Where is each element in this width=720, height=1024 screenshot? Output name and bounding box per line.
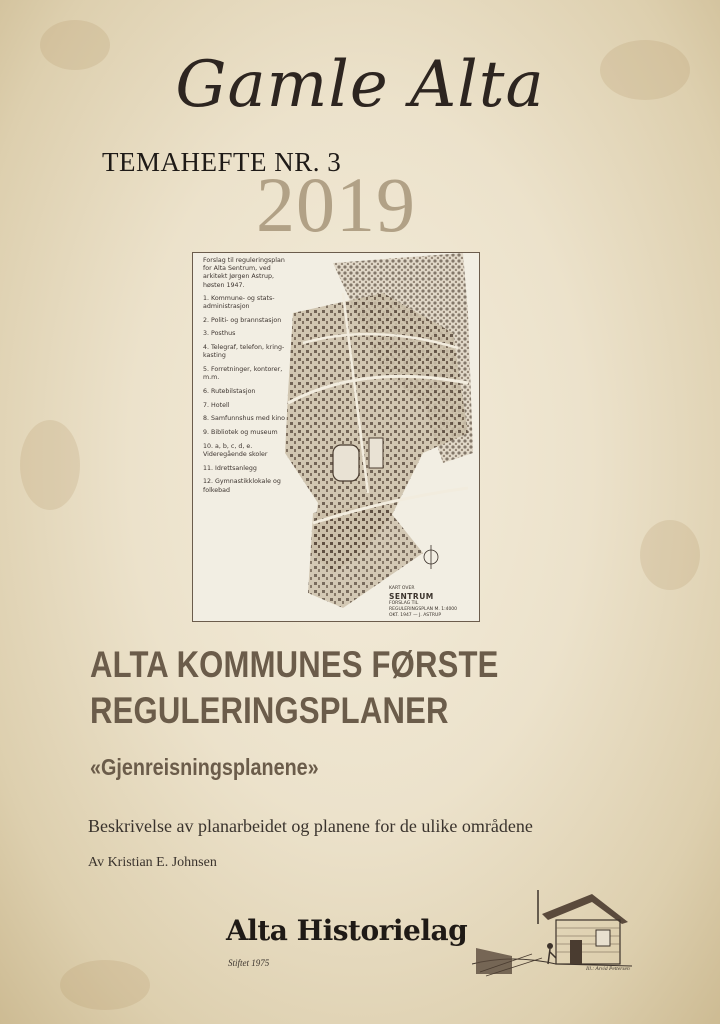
headline-line-2: REGULERINGSPLANER — [90, 690, 449, 731]
series-title: Gamle Alta — [175, 48, 545, 122]
author: Av Kristian E. Johnsen — [88, 855, 217, 870]
legend-item: 1. Kommune- og stats-administrasjon — [203, 294, 275, 311]
founded-year: Stiftet 1975 — [228, 958, 270, 968]
map-caption-name: SENTRUM — [389, 592, 434, 601]
legend-item: 11. Idrettsanlegg — [203, 464, 257, 472]
map-legend — [203, 257, 295, 500]
legend-item: 6. Rutebilstasjon — [203, 387, 256, 395]
map-caption-top: KART OVER — [389, 586, 415, 591]
map-caption-sign: OKT. 1947 — J. ASTRUP — [389, 613, 442, 618]
legend-item: 4. Telegraf, telefon, kring-kasting — [203, 344, 285, 360]
legend-item: 8. Samfunnshus med kino — [203, 415, 285, 423]
issue-number: TEMAHEFTE NR. 3 — [102, 147, 342, 177]
legend-item: 2. Politi- og brannstasjon — [203, 316, 282, 324]
legend-item: 12. Gymnastikklokale og folkebad — [203, 478, 281, 494]
map-caption — [389, 586, 463, 619]
legend-item: 10. a, b, c, d, e. Videregående skoler — [203, 442, 268, 458]
plan-map — [192, 252, 480, 622]
legend-intro: Forslag til reguleringsplan for Alta Sentrum, ved arkitekt Jørgen Astrup, høsten 1947. — [203, 257, 285, 289]
legend-item: 9. Bibliotek og museum — [203, 429, 278, 437]
description: Beskrivelse av planarbeidet og planene for de ulike områdene — [88, 816, 533, 836]
headline — [90, 642, 560, 734]
map-caption-detail: FORSLAG TIL REGULERINGSPLAN M. 1:4000 — [389, 601, 458, 612]
legend-item: 5. Forretninger, kontorer, m.m. — [203, 366, 283, 382]
subtitle: «Gjenreisningsplanene» — [90, 754, 319, 780]
organization-logo: Alta Historielag — [226, 914, 468, 947]
map-sports-ground — [333, 445, 359, 481]
illustrator-credit: Ill.: Arvid Pettersen — [586, 966, 630, 972]
paper-stain — [640, 520, 700, 590]
headline-line-1: ALTA KOMMUNES FØRSTE — [90, 644, 499, 685]
legend-item: 3. Posthus — [203, 330, 236, 338]
year: 2019 — [256, 161, 416, 248]
paper-stain — [20, 420, 80, 510]
paper-stain — [60, 960, 150, 1010]
legend-item: 7. Hotell — [203, 401, 230, 409]
